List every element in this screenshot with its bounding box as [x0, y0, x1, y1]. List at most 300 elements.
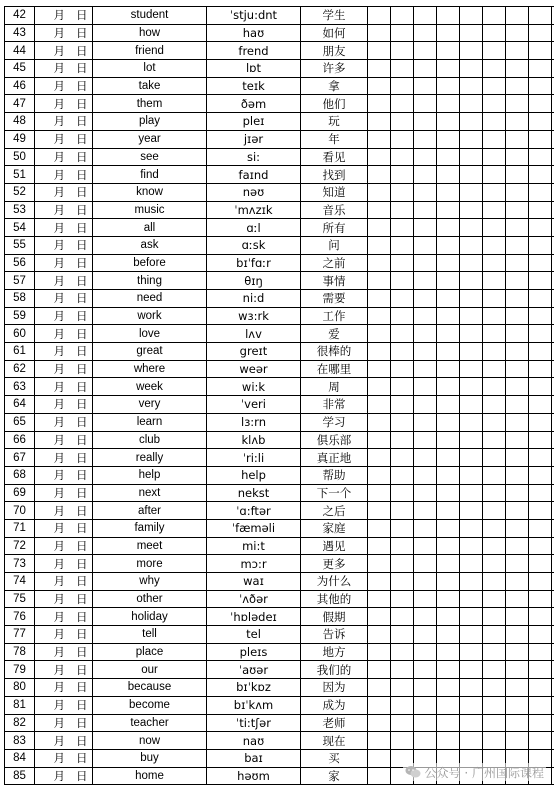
review-checkbox-cell	[368, 626, 391, 644]
month-label: 月	[53, 521, 65, 536]
review-checkbox-cell	[414, 590, 437, 608]
review-checkbox-cell	[529, 484, 552, 502]
day-label: 日	[76, 397, 88, 412]
review-checkbox-cell	[483, 236, 506, 254]
table-row	[5, 183, 554, 201]
review-checkbox-cell	[506, 219, 529, 237]
chinese-meaning: 我们的	[301, 661, 368, 679]
review-checkbox-cell	[368, 643, 391, 661]
review-checkbox-cell	[391, 113, 414, 131]
review-checkbox-cell	[529, 254, 552, 272]
review-checkbox-cell	[391, 608, 414, 626]
date-cell	[35, 343, 93, 361]
review-checkbox-cell	[506, 130, 529, 148]
date-cell	[35, 573, 93, 591]
review-checkbox-cell	[437, 537, 460, 555]
review-checkbox-cell	[368, 484, 391, 502]
chinese-meaning: 真正地	[301, 449, 368, 467]
review-checkbox-cell	[529, 95, 552, 113]
review-checkbox-cell	[529, 626, 552, 644]
table-row	[5, 378, 554, 396]
review-checkbox-cell	[368, 608, 391, 626]
english-word: great	[93, 343, 207, 361]
review-checkbox-cell	[414, 77, 437, 95]
review-checkbox-cell	[529, 360, 552, 378]
day-label: 日	[76, 379, 88, 394]
english-word: place	[93, 643, 207, 661]
review-checkbox-cell	[437, 219, 460, 237]
review-checkbox-cell	[483, 466, 506, 484]
review-checkbox-cell	[437, 396, 460, 414]
review-checkbox-cell	[506, 466, 529, 484]
review-checkbox-cell	[506, 360, 529, 378]
table-row	[5, 148, 554, 166]
review-checkbox-cell	[483, 24, 506, 42]
review-checkbox-cell	[483, 519, 506, 537]
review-checkbox-cell	[529, 219, 552, 237]
phonetic: pleɪ	[207, 113, 301, 131]
date-cell	[35, 219, 93, 237]
english-word: next	[93, 484, 207, 502]
chinese-meaning: 很棒的	[301, 343, 368, 361]
review-checkbox-cell	[506, 732, 529, 750]
chinese-meaning: 下一个	[301, 484, 368, 502]
month-label: 月	[53, 238, 65, 253]
review-checkbox-cell	[437, 378, 460, 396]
english-word: take	[93, 77, 207, 95]
phonetic: pleɪs	[207, 643, 301, 661]
review-checkbox-cell	[368, 77, 391, 95]
review-checkbox-cell	[391, 714, 414, 732]
day-label: 日	[76, 698, 88, 713]
review-checkbox-cell	[506, 77, 529, 95]
phonetic: lɜ:rn	[207, 413, 301, 431]
review-checkbox-cell	[414, 519, 437, 537]
english-word: music	[93, 201, 207, 219]
review-checkbox-cell	[368, 396, 391, 414]
date-cell	[35, 484, 93, 502]
review-checkbox-cell	[368, 466, 391, 484]
day-label: 日	[76, 645, 88, 660]
review-checkbox-cell	[368, 413, 391, 431]
review-checkbox-cell	[391, 643, 414, 661]
month-label: 月	[53, 751, 65, 766]
review-checkbox-cell	[391, 24, 414, 42]
review-checkbox-cell	[437, 484, 460, 502]
review-checkbox-cell	[437, 661, 460, 679]
english-word: now	[93, 732, 207, 750]
review-checkbox-cell	[414, 254, 437, 272]
review-checkbox-cell	[414, 608, 437, 626]
month-label: 月	[53, 273, 65, 288]
day-label: 日	[76, 132, 88, 147]
review-checkbox-cell	[483, 502, 506, 520]
review-checkbox-cell	[414, 466, 437, 484]
date-cell	[35, 519, 93, 537]
table-row	[5, 130, 554, 148]
review-checkbox-cell	[460, 643, 483, 661]
table-row	[5, 696, 554, 714]
review-checkbox-cell	[368, 113, 391, 131]
review-checkbox-cell	[391, 502, 414, 520]
row-number: 60	[5, 325, 35, 343]
review-checkbox-cell	[437, 307, 460, 325]
review-checkbox-cell	[391, 537, 414, 555]
review-checkbox-cell	[437, 431, 460, 449]
phonetic: si:	[207, 148, 301, 166]
table-row	[5, 608, 554, 626]
english-word: learn	[93, 413, 207, 431]
phonetic: ˈstju:dnt	[207, 7, 301, 25]
date-cell	[35, 236, 93, 254]
day-label: 日	[76, 733, 88, 748]
table-row	[5, 24, 554, 42]
date-cell	[35, 714, 93, 732]
review-checkbox-cell	[368, 254, 391, 272]
english-word: need	[93, 290, 207, 308]
english-word: other	[93, 590, 207, 608]
review-checkbox-cell	[414, 449, 437, 467]
watermark	[403, 763, 546, 781]
review-checkbox-cell	[483, 343, 506, 361]
review-checkbox-cell	[460, 519, 483, 537]
review-checkbox-cell	[437, 643, 460, 661]
review-checkbox-cell	[529, 148, 552, 166]
review-checkbox-cell	[437, 555, 460, 573]
english-word: week	[93, 378, 207, 396]
review-checkbox-cell	[437, 466, 460, 484]
review-checkbox-cell	[437, 24, 460, 42]
table-row	[5, 484, 554, 502]
row-number: 77	[5, 626, 35, 644]
review-checkbox-cell	[437, 626, 460, 644]
review-checkbox-cell	[483, 413, 506, 431]
review-checkbox-cell	[460, 183, 483, 201]
review-checkbox-cell	[529, 679, 552, 697]
row-number: 83	[5, 732, 35, 750]
watermark-text: 公众号 · 广州国际课程	[424, 765, 544, 780]
review-checkbox-cell	[368, 537, 391, 555]
day-label: 日	[76, 521, 88, 536]
review-checkbox-cell	[391, 466, 414, 484]
day-label: 日	[76, 627, 88, 642]
chinese-meaning: 其他的	[301, 590, 368, 608]
row-number: 59	[5, 307, 35, 325]
review-checkbox-cell	[506, 413, 529, 431]
review-checkbox-cell	[506, 643, 529, 661]
review-checkbox-cell	[506, 95, 529, 113]
review-checkbox-cell	[414, 378, 437, 396]
english-word: help	[93, 466, 207, 484]
phonetic: ðəm	[207, 95, 301, 113]
day-label: 日	[76, 715, 88, 730]
review-checkbox-cell	[414, 360, 437, 378]
chinese-meaning: 学生	[301, 7, 368, 25]
review-checkbox-cell	[391, 60, 414, 78]
row-number: 82	[5, 714, 35, 732]
review-checkbox-cell	[483, 360, 506, 378]
date-cell	[35, 290, 93, 308]
table-row	[5, 643, 554, 661]
english-word: home	[93, 767, 207, 785]
month-label: 月	[53, 43, 65, 58]
chinese-meaning: 老师	[301, 714, 368, 732]
month-label: 月	[53, 645, 65, 660]
wechat-icon	[405, 765, 421, 779]
review-checkbox-cell	[414, 643, 437, 661]
table-row	[5, 732, 554, 750]
review-checkbox-cell	[483, 608, 506, 626]
english-word: play	[93, 113, 207, 131]
day-label: 日	[76, 468, 88, 483]
review-checkbox-cell	[414, 307, 437, 325]
month-label: 月	[53, 733, 65, 748]
review-checkbox-cell	[460, 130, 483, 148]
chinese-meaning: 如何	[301, 24, 368, 42]
table-row	[5, 573, 554, 591]
review-checkbox-cell	[483, 696, 506, 714]
month-label: 月	[53, 132, 65, 147]
row-number: 62	[5, 360, 35, 378]
review-checkbox-cell	[460, 484, 483, 502]
review-checkbox-cell	[483, 396, 506, 414]
review-checkbox-cell	[460, 502, 483, 520]
english-word: find	[93, 166, 207, 184]
date-cell	[35, 77, 93, 95]
day-label: 日	[76, 609, 88, 624]
review-checkbox-cell	[437, 590, 460, 608]
review-checkbox-cell	[414, 148, 437, 166]
review-checkbox-cell	[368, 24, 391, 42]
review-checkbox-cell	[483, 714, 506, 732]
date-cell	[35, 643, 93, 661]
review-checkbox-cell	[506, 519, 529, 537]
review-checkbox-cell	[414, 413, 437, 431]
row-number: 61	[5, 343, 35, 361]
review-checkbox-cell	[460, 113, 483, 131]
review-checkbox-cell	[391, 290, 414, 308]
date-cell	[35, 431, 93, 449]
review-checkbox-cell	[483, 166, 506, 184]
review-checkbox-cell	[460, 608, 483, 626]
review-checkbox-cell	[437, 183, 460, 201]
chinese-meaning: 他们	[301, 95, 368, 113]
review-checkbox-cell	[437, 236, 460, 254]
english-word: them	[93, 95, 207, 113]
review-checkbox-cell	[506, 254, 529, 272]
row-number: 53	[5, 201, 35, 219]
review-checkbox-cell	[414, 130, 437, 148]
review-checkbox-cell	[391, 272, 414, 290]
review-checkbox-cell	[414, 537, 437, 555]
review-checkbox-cell	[460, 449, 483, 467]
date-cell	[35, 661, 93, 679]
day-label: 日	[76, 185, 88, 200]
review-checkbox-cell	[414, 431, 437, 449]
month-label: 月	[53, 220, 65, 235]
phonetic: ɑːl	[207, 219, 301, 237]
review-checkbox-cell	[506, 42, 529, 60]
chinese-meaning: 之后	[301, 502, 368, 520]
review-checkbox-cell	[483, 201, 506, 219]
day-label: 日	[76, 538, 88, 553]
month-label: 月	[53, 8, 65, 23]
review-checkbox-cell	[460, 24, 483, 42]
review-checkbox-cell	[460, 679, 483, 697]
review-checkbox-cell	[506, 378, 529, 396]
review-checkbox-cell	[483, 325, 506, 343]
chinese-meaning: 看见	[301, 148, 368, 166]
review-checkbox-cell	[391, 236, 414, 254]
review-checkbox-cell	[529, 77, 552, 95]
date-cell	[35, 767, 93, 785]
phonetic: faɪnd	[207, 166, 301, 184]
review-checkbox-cell	[460, 42, 483, 60]
date-cell	[35, 183, 93, 201]
review-checkbox-cell	[368, 219, 391, 237]
date-cell	[35, 60, 93, 78]
review-checkbox-cell	[529, 413, 552, 431]
date-cell	[35, 590, 93, 608]
row-number: 66	[5, 431, 35, 449]
row-number: 63	[5, 378, 35, 396]
chinese-meaning: 年	[301, 130, 368, 148]
review-checkbox-cell	[414, 166, 437, 184]
english-word: how	[93, 24, 207, 42]
day-label: 日	[76, 8, 88, 23]
review-checkbox-cell	[483, 732, 506, 750]
review-checkbox-cell	[437, 148, 460, 166]
phonetic: ˈhɒlədeɪ	[207, 608, 301, 626]
review-checkbox-cell	[529, 643, 552, 661]
table-row	[5, 555, 554, 573]
chinese-meaning: 需要	[301, 290, 368, 308]
month-label: 月	[53, 291, 65, 306]
review-checkbox-cell	[460, 343, 483, 361]
review-checkbox-cell	[529, 236, 552, 254]
chinese-meaning: 在哪里	[301, 360, 368, 378]
review-checkbox-cell	[414, 60, 437, 78]
chinese-meaning: 假期	[301, 608, 368, 626]
month-label: 月	[53, 61, 65, 76]
phonetic: mi:t	[207, 537, 301, 555]
review-checkbox-cell	[414, 502, 437, 520]
english-word: our	[93, 661, 207, 679]
review-checkbox-cell	[529, 130, 552, 148]
table-row	[5, 166, 554, 184]
table-row	[5, 254, 554, 272]
chinese-meaning: 爱	[301, 325, 368, 343]
phonetic: bɪˈfɑːr	[207, 254, 301, 272]
review-checkbox-cell	[437, 77, 460, 95]
table-row	[5, 201, 554, 219]
day-label: 日	[76, 362, 88, 377]
review-checkbox-cell	[368, 7, 391, 25]
review-checkbox-cell	[529, 272, 552, 290]
review-checkbox-cell	[414, 555, 437, 573]
review-checkbox-cell	[391, 130, 414, 148]
review-checkbox-cell	[529, 378, 552, 396]
chinese-meaning: 学习	[301, 413, 368, 431]
day-label: 日	[76, 415, 88, 430]
review-checkbox-cell	[529, 42, 552, 60]
row-number: 65	[5, 413, 35, 431]
table-row	[5, 219, 554, 237]
review-checkbox-cell	[460, 272, 483, 290]
review-checkbox-cell	[483, 661, 506, 679]
english-word: thing	[93, 272, 207, 290]
phonetic: ˈveri	[207, 396, 301, 414]
review-checkbox-cell	[460, 60, 483, 78]
row-number: 79	[5, 661, 35, 679]
review-checkbox-cell	[506, 449, 529, 467]
month-label: 月	[53, 202, 65, 217]
month-label: 月	[53, 698, 65, 713]
month-label: 月	[53, 415, 65, 430]
review-checkbox-cell	[529, 396, 552, 414]
chinese-meaning: 俱乐部	[301, 431, 368, 449]
review-checkbox-cell	[460, 254, 483, 272]
review-checkbox-cell	[483, 254, 506, 272]
phonetic: ɑːsk	[207, 236, 301, 254]
review-checkbox-cell	[529, 113, 552, 131]
review-checkbox-cell	[506, 573, 529, 591]
month-label: 月	[53, 503, 65, 518]
phonetic: frend	[207, 42, 301, 60]
review-checkbox-cell	[529, 60, 552, 78]
row-number: 75	[5, 590, 35, 608]
table-row	[5, 537, 554, 555]
english-word: love	[93, 325, 207, 343]
review-checkbox-cell	[460, 396, 483, 414]
chinese-meaning: 现在	[301, 732, 368, 750]
review-checkbox-cell	[414, 714, 437, 732]
row-number: 56	[5, 254, 35, 272]
review-checkbox-cell	[437, 60, 460, 78]
review-checkbox-cell	[391, 413, 414, 431]
phonetic: ˈfæməli	[207, 519, 301, 537]
chinese-meaning: 遇见	[301, 537, 368, 555]
date-cell	[35, 466, 93, 484]
month-label: 月	[53, 26, 65, 41]
review-checkbox-cell	[414, 290, 437, 308]
english-word: after	[93, 502, 207, 520]
review-checkbox-cell	[368, 431, 391, 449]
date-cell	[35, 272, 93, 290]
phonetic: baɪ	[207, 749, 301, 767]
review-checkbox-cell	[483, 431, 506, 449]
review-checkbox-cell	[437, 254, 460, 272]
review-checkbox-cell	[506, 484, 529, 502]
review-checkbox-cell	[483, 77, 506, 95]
review-checkbox-cell	[437, 42, 460, 60]
review-checkbox-cell	[506, 201, 529, 219]
row-number: 81	[5, 696, 35, 714]
date-cell	[35, 413, 93, 431]
review-checkbox-cell	[414, 7, 437, 25]
review-checkbox-cell	[437, 413, 460, 431]
english-word: meet	[93, 537, 207, 555]
review-checkbox-cell	[414, 626, 437, 644]
english-word: more	[93, 555, 207, 573]
english-word: where	[93, 360, 207, 378]
month-label: 月	[53, 379, 65, 394]
review-checkbox-cell	[414, 113, 437, 131]
table-row	[5, 95, 554, 113]
review-checkbox-cell	[460, 95, 483, 113]
month-label: 月	[53, 309, 65, 324]
table-row	[5, 431, 554, 449]
